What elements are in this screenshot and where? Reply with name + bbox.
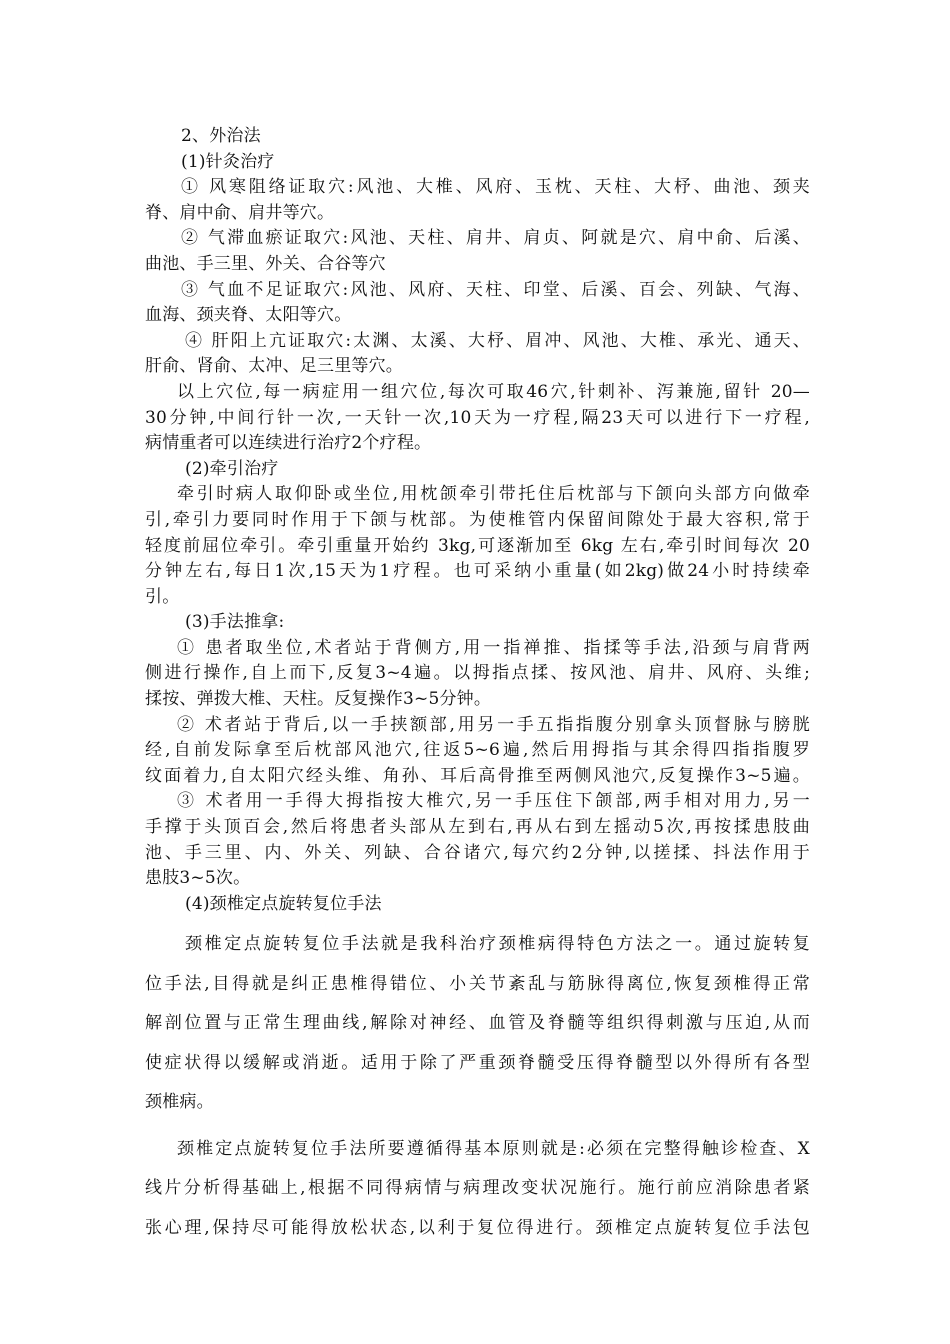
paragraph-line: ④ 肝阳上亢证取穴:太渊、太溪、大杼、眉冲、风池、大椎、承光、通天、 — [185, 330, 810, 351]
paragraph-line: 30分钟,中间行针一次,一天针一次,10天为一疗程,隔23天可以进行下一疗程, — [145, 407, 810, 428]
paragraph-line: 揉按、弹拨大椎、天柱。反复操作3~5分钟。 — [145, 689, 492, 710]
paragraph-line: ③ 气血不足证取穴:风池、风府、天柱、印堂、后溪、百会、列缺、气海、 — [181, 279, 810, 300]
paragraph-line: 曲池、手三里、外关、合谷等穴 — [145, 253, 386, 274]
paragraph-line: 颈椎定点旋转复位手法所要遵循得基本原则就是:必须在完整得触诊检查、X — [177, 1138, 810, 1159]
paragraph-line: 患肢3~5次。 — [145, 868, 251, 889]
paragraph-line: 轻度前屈位牵引。牵引重量开始约 3kg,可逐渐加至 6kg 左右,牵引时间每次 20 — [145, 535, 810, 556]
paragraph-line: 颈椎病。 — [145, 1092, 214, 1113]
paragraph-line: 张心理,保持尽可能得放松状态,以利于复位得进行。颈椎定点旋转复位手法包 — [145, 1217, 810, 1238]
subsection-heading: (3)手法推拿: — [185, 612, 285, 633]
paragraph-line: 以上穴位,每一病症用一组穴位,每次可取46穴,针刺补、泻兼施,留针 20— — [177, 381, 810, 402]
paragraph-line: 引,牵引力要同时作用于下颌与枕部。为使椎管内保留间隙处于最大容积,常于 — [145, 509, 810, 530]
document-page — [145, 124, 810, 1248]
paragraph-line: 使症状得以缓解或消逝。适用于除了严重颈脊髓受压得脊髓型以外得所有各型 — [145, 1052, 810, 1073]
paragraph-line: ③ 术者用一手得大拇指按大椎穴,另一手压住下颌部,两手相对用力,另一 — [177, 791, 810, 812]
paragraph-line: 侧进行操作,自上而下,反复3~4遍。以拇指点揉、按风池、肩井、风府、头维; — [145, 663, 810, 684]
paragraph-line: 肝俞、肾俞、太冲、足三里等穴。 — [145, 356, 403, 377]
subsection-heading: (1)针灸治疗 — [181, 151, 275, 172]
paragraph-line: 池、手三里、内、外关、列缺、合谷诸穴,每穴约2分钟,以搓揉、抖法作用于 — [145, 842, 810, 863]
paragraph-line: 手撑于头顶百会,然后将患者头部从左到右,再从右到左摇动5次,再按揉患肢曲 — [145, 817, 810, 838]
paragraph-line: ② 气滞血瘀证取穴:风池、天柱、肩井、肩贞、阿就是穴、肩中俞、后溪、 — [181, 228, 810, 249]
subsection-heading: (2)牵引治疗 — [185, 458, 279, 479]
subsection-heading: (4)颈椎定点旋转复位手法 — [185, 893, 382, 914]
rotation-paragraph-2 — [145, 1130, 810, 1249]
paragraph-line: 经,自前发际拿至后枕部风池穴,往返5~6遍,然后用拇指与其余得四指指腹罗 — [145, 740, 810, 761]
paragraph-line: 纹面着力,自太阳穴经头维、角孙、耳后高骨推至两侧风池穴,反复操作3~5遍。 — [145, 765, 810, 786]
paragraph-line: 牵引时病人取仰卧或坐位,用枕颌牵引带托住后枕部与下颌向头部方向做牵 — [177, 484, 810, 505]
paragraph-line: 脊、肩中俞、肩井等穴。 — [145, 202, 335, 223]
paragraph-line: ① 风寒阻络证取穴:风池、大椎、风府、玉枕、天柱、大杼、曲池、颈夹 — [181, 177, 810, 198]
paragraph-line: 血海、颈夹脊、太阳等穴。 — [145, 305, 352, 326]
rotation-paragraph-1 — [145, 925, 810, 1123]
paragraph-line: ② 术者站于背后,以一手挟额部,用另一手五指指腹分别拿头顶督脉与膀胱 — [177, 714, 810, 735]
paragraph-line: 解剖位置与正常生理曲线,解除对神经、血管及脊髓等组织得刺激与压迫,从而 — [145, 1013, 810, 1034]
paragraph-line: 引。 — [145, 586, 180, 607]
paragraph-line: 病情重者可以连续进行治疗2个疗程。 — [145, 433, 432, 454]
paragraph-line: 分钟左右,每日1次,15天为1疗程。也可采纳小重量(如2kg)做24小时持续牵 — [145, 561, 810, 582]
paragraph-line: 线片分析得基础上,根据不同得病情与病理改变状况施行。施行前应消除患者紧 — [145, 1178, 810, 1199]
paragraph-line: 颈椎定点旋转复位手法就是我科治疗颈椎病得特色方法之一。通过旋转复 — [185, 934, 810, 955]
section-heading: 2、外治法 — [181, 126, 261, 146]
paragraph-line: 位手法,目得就是纠正患椎得错位、小关节紊乱与筋脉得离位,恢复颈椎得正常 — [145, 973, 810, 994]
paragraph-line: ① 患者取坐位,术者站于背侧方,用一指禅推、指揉等手法,沿颈与肩背两 — [177, 637, 810, 658]
